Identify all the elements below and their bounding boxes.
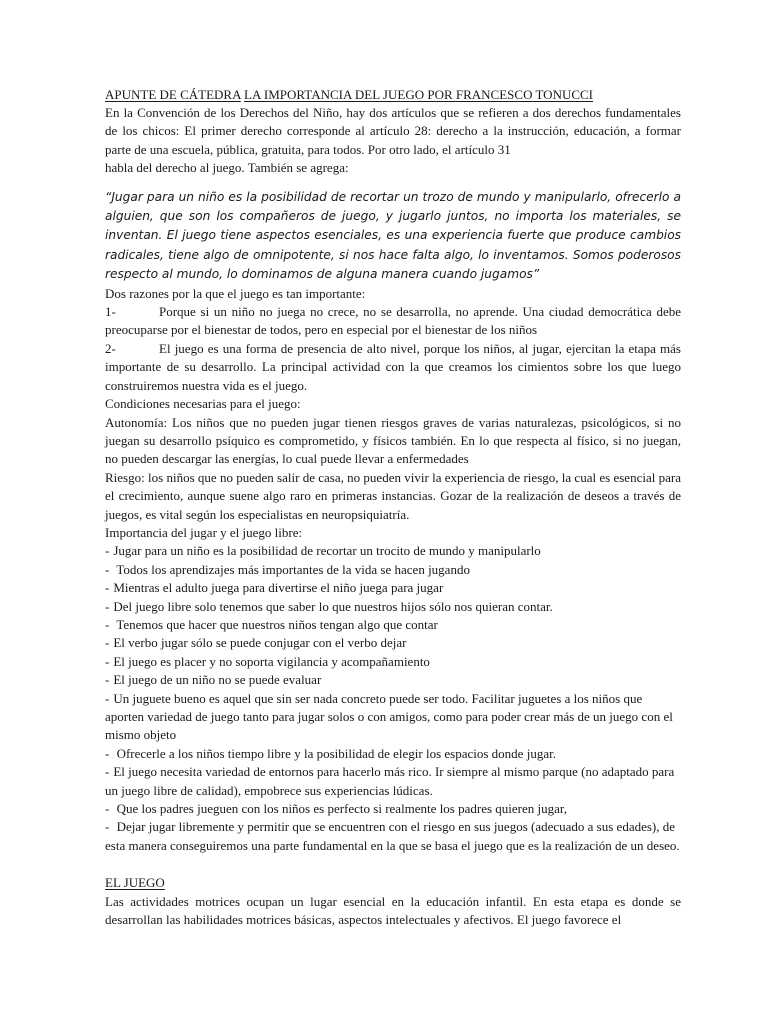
document-page bbox=[105, 86, 681, 929]
reason-number: 1- bbox=[105, 304, 116, 320]
title-part-1: APUNTE DE CÁTEDRA bbox=[105, 87, 241, 102]
list-item: - Del juego libre solo tenemos que saber lo que nuestros hijos sólo nos quieran contar. bbox=[105, 598, 553, 614]
importance-heading: Importancia del jugar y el juego libre: bbox=[105, 524, 303, 540]
list-item: - Tenemos que hacer que nuestros niños tengan algo que contar bbox=[105, 616, 438, 632]
reason-text: El juego es una forma de presencia de alto nivel, porque los niños, al jugar, ejercitan la etapa más importante de su desarrollo. La principal actividad con la que creamos los cimientos sobre los que luego construiremos nuestra vida es el juego. bbox=[105, 340, 681, 393]
list-item: - El juego de un niño no se puede evaluar bbox=[105, 672, 322, 688]
reason-item-2 bbox=[105, 340, 681, 395]
reason-number: 2- bbox=[105, 340, 116, 356]
intro-paragraph: En la Convención de los Derechos del Niño, hay dos artículos que se refieren a dos derechos fundamentales de los chicos: El primer derecho corresponde al artículo 28: derecho a la instrucción, educación, a formar parte de una escuela, pública, gratuita, para todos. Por otro lado, el artículo 31 bbox=[105, 105, 681, 157]
list-item: - El verbo jugar sólo se puede conjugar con el verbo dejar bbox=[105, 635, 407, 651]
list-item: - Que los padres jueguen con los niños es perfecto si realmente los padres quieren jugar, bbox=[105, 801, 567, 817]
list-item: - Jugar para un niño es la posibilidad de recortar un trocito de mundo y manipularlo bbox=[105, 543, 541, 559]
list-item: - Un juguete bueno es aquel que sin ser nada concreto puede ser todo. Facilitar juguetes a los niños que aporten variedad de juego tanto para jugar solos o con amigos, como para poder crear más de un juego con el mismo objeto bbox=[105, 690, 673, 743]
document-title bbox=[105, 86, 681, 104]
reason-item-1 bbox=[105, 303, 681, 340]
list-item: - Dejar jugar libremente y permitir que se encuentren con el riesgo en sus juegos (adecuado a sus edades), de esta manera conseguiremos una parte fundamental en la que se basa el juego que es la realización de un deseo. bbox=[105, 819, 680, 853]
section-heading-el-juego: EL JUEGO bbox=[105, 875, 165, 891]
title-part-2: LA IMPORTANCIA DEL JUEGO POR FRANCESCO TONUCCI bbox=[244, 87, 594, 102]
section-2-paragraph: Las actividades motrices ocupan un lugar esencial en la educación infantil. En esta etapa es donde se desarrollan las habilidades motrices básicas, aspectos intelectuales y afectivos. El juego favorece el bbox=[105, 893, 681, 928]
list-item: - Todos los aprendizajes más importantes de la vida se hacen jugando bbox=[105, 561, 470, 577]
list-item: - Ofrecerle a los niños tiempo libre y la posibilidad de elegir los espacios donde jugar. bbox=[105, 745, 556, 761]
reason-text: Porque si un niño no juega no crece, no se desarrolla, no aprende. Una ciudad democrática debe preocuparse por el bienestar de todos, pero en especial por el bienestar de los niños bbox=[105, 304, 681, 338]
intro-paragraph-end: habla del derecho al juego. También se agrega: bbox=[105, 160, 349, 176]
conditions-heading: Condiciones necesarias para el juego: bbox=[105, 396, 301, 412]
tonucci-quote: “Jugar para un niño es la posibilidad de recortar un trozo de mundo y manipularlo, ofrecerlo a alguien, que son los compañeros de juego, y jugarlo juntos, no importa los materiales, se inventan. El juego tiene aspectos esenciales, es una experiencia fuerte que produce cambios radicales, tiene algo de omnipotente, si nos hace falta algo, lo inventamos. Somos poderosos respecto al mundo, lo dominamos de alguna manera cuando jugamos” bbox=[105, 189, 681, 282]
list-item: - El juego es placer y no soporta vigilancia y acompañamiento bbox=[105, 653, 430, 669]
list-item: - El juego necesita variedad de entornos para hacerlo más rico. Ir siempre al mismo parque (no adaptado para un juego libre de calidad), empobrece sus experiencias lúdicas. bbox=[105, 764, 675, 798]
reasons-heading: Dos razones por la que el juego es tan importante: bbox=[105, 285, 366, 301]
autonomy-paragraph: Autonomía: Los niños que no pueden jugar tienen riesgos graves de varias naturalezas, psicológicos, si no juegan su desarrollo psíquico es comprometido, y físicos también. En lo que respecta al físico, si no juegan, no pueden descargar las energías, lo cual puede llevar a enfermedades bbox=[105, 414, 681, 467]
list-item: - Mientras el adulto juega para divertirse el niño juega para jugar bbox=[105, 580, 444, 596]
risk-paragraph: Riesgo: los niños que no pueden salir de casa, no pueden vivir la experiencia de riesgo, la cual es esencial para el crecimiento, aunque suene algo raro en primeras instancias. Gozar de la realización de deseos a través de juegos, es vital según los especialistas en neuropsiquiatría. bbox=[105, 469, 681, 522]
